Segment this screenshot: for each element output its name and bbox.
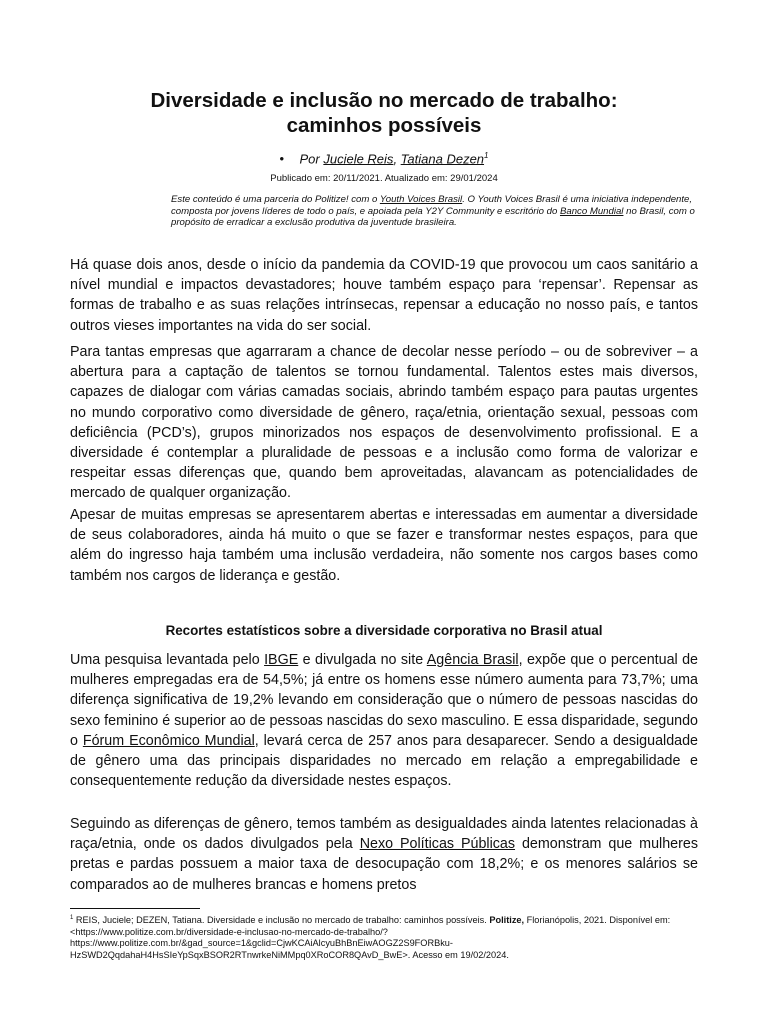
footnote-divider <box>70 908 200 909</box>
paragraph-inclusion: Apesar de muitas empresas se apresentarem abertas e interessadas em aumentar a diversidade de seus colaboradores, ainda há muito o que se fazer e transformar nestes espaços, para que além do ingresso haja também uma inclusão verdadeira, não somente nos cargos bases como também nos cargos de liderança e gestão. <box>70 507 698 584</box>
paragraph-statistics <box>70 650 698 791</box>
footnote <box>70 913 698 961</box>
publication-dates: Publicado em: 20/11/2021. Atualizado em: 29/01/2024 <box>270 173 498 184</box>
nexo-politicas-publicas-link[interactable]: Nexo Políticas Públicas <box>359 836 516 853</box>
author-line <box>0 148 768 167</box>
author-link-tatiana-dezen[interactable]: Tatiana Dezen <box>400 151 485 167</box>
youth-voices-link[interactable]: Youth Voices Brasil <box>379 194 463 205</box>
agencia-brasil-link[interactable]: Agência Brasil <box>426 652 519 668</box>
partnership-note <box>171 194 711 229</box>
ibge-link[interactable]: IBGE <box>264 652 299 668</box>
footnote-marker: 1 <box>70 915 74 921</box>
stat-text-3: , expõe que o percentual de mulheres empregadas era de 54,5%; já entre os homens esse número aumenta para 73,7%; uma diferença significativa de 19,2% levando em consideração que o número de pessoas nascidas do sexo feminino é superior ao de pessoas nascidas do sexo masculino. E essa disparidade, segundo o <box>70 652 698 749</box>
title-line-1: Diversidade e inclusão no mercado de trabalho: <box>150 89 618 112</box>
intro-text-1: Este conteúdo é uma parceria do Politize! com o <box>171 194 380 205</box>
paragraph-talent: Para tantas empresas que agarraram a chance de decolar nesse período – ou de sobreviver – a abertura para a captação de talentos se tornou fundamental. Talentos estes mais diversos, capazes de dialogar com várias camadas sociais, abrindo também espaço para pautas urgentes no mundo corporativo como diversidade de gênero, raça/etnia, orientação sexual, pessoas com deficiência (PCD’s), grupos minorizados nos espaços de desenvolvimento profissional. E a diversidade é contemplar a pluralidade de pessoas e a inclusão como forma de valorizar e respeitar essas diferenças que, quando bem aproveitadas, alavancam as potencialidades de mercado de qualquer organização. <box>70 344 698 502</box>
paragraph-pandemic: Há quase dois anos, desde o início da pandemia da COVID-19 que provocou um caos sanitário a nível mundial e impactos devastadores; houve também espaço para ‘repensar’. Repensar as formas de trabalho e as suas relações intrínsecas, repensar a educação no nosso país, e tantos outros vieses importantes na vida do ser social. <box>70 257 698 334</box>
intro-text-2: . O Youth Voices Brasil é uma iniciativa independente, composta por jovens líderes de todo o país, e apoiada pela Y2Y Community e escritório do <box>171 194 693 217</box>
footnote-text-2: Florianópolis, 2021. Disponível em: <https://www.politize.com.br/diversidade-e-inclusao-no-mercado-de-trabalho/?https://www.politize.com.br/&gad_source=1&gclid=CjwKCAiAlcyuBhBnEiwAOGZ2S9FORBku-HzSWD2QqdahaH4HsSIeYpSqxBSOR2RTnwrkeNiMMpq0XRoCOR8QAvD_BwE>. Acesso em 19/02/2024. <box>70 915 671 960</box>
section-heading: Recortes estatísticos sobre a diversidade corporativa no Brasil atual <box>165 623 603 638</box>
by-prefix: Por <box>299 151 324 167</box>
banco-mundial-link[interactable]: Banco Mundial <box>559 205 624 217</box>
intro-text-3: no Brasil, com o propósito de erradicar a exclusão produtiva da juventude brasileira. <box>171 205 695 229</box>
footnote-text-1: REIS, Juciele; DEZEN, Tatiana. Diversidade e inclusão no mercado de trabalho: caminhos possíveis. <box>73 915 490 926</box>
footnote-source-bold: Politize, <box>489 915 525 926</box>
bullet-icon: • <box>279 151 285 167</box>
race-text-1: Seguindo as diferenças de gênero, temos também as desigualdades ainda latentes relacionadas à raça/etnia, onde os dados divulgados pela <box>70 816 698 853</box>
stat-text-2: e divulgada no site <box>298 652 427 668</box>
title-line-2: caminhos possíveis <box>286 114 482 137</box>
stat-text-1: Uma pesquisa levantada pelo <box>70 652 265 668</box>
forum-economico-mundial-link[interactable]: Fórum Econômico Mundial <box>82 732 255 749</box>
author-link-juciele-reis[interactable]: Juciele Reis <box>323 151 394 167</box>
author-separator: , <box>393 151 401 167</box>
article-title <box>60 88 708 138</box>
race-text-2: demonstram que mulheres pretas e pardas possuem a maior taxa de desocupação com 18,2%; e os menores salários se comparados ao de mulheres brancas e homens pretos <box>70 836 698 893</box>
footnote-reference[interactable]: 1 <box>484 151 489 160</box>
stat-text-4: , levará cerca de 257 anos para desaparecer. Sendo a desigualdade de gênero uma das principais disparidades no mercado em relação a empregabilidade e consequentemente redução da diversidade nestes espaços. <box>70 732 699 790</box>
paragraph-race-ethnicity <box>70 814 698 895</box>
